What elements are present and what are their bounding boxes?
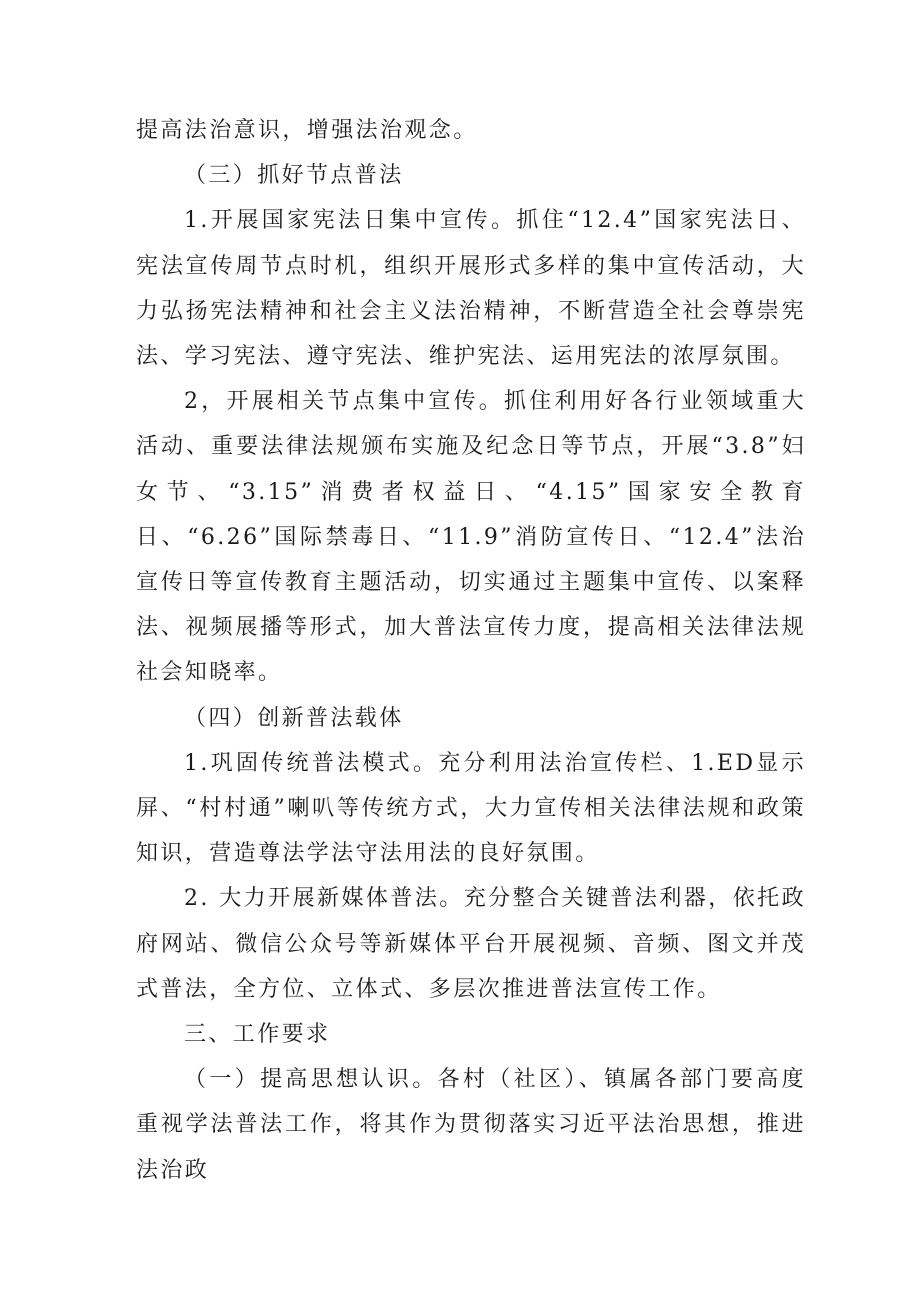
section-heading-work-requirements: 三、工作要求: [184, 1022, 331, 1048]
paragraph-continuation: 提高法治意识，增强法治观念。: [136, 118, 478, 143]
section-heading-4: （四）创新普法载体: [184, 705, 404, 731]
section-heading-3: （三）抓好节点普法: [184, 163, 404, 189]
document-body: [136, 108, 806, 1193]
paragraph-raise-awareness: （一）提高思想认识。各村（社区）、镇属各部门要高度重视学法普法工作，将其作为贯彻落实习近平法治思想，推进法治政: [136, 1067, 806, 1183]
paragraph-new-media: 2. 大力开展新媒体普法。充分整合关键普法利器，依托政府网站、微信公众号等新媒体平台开展视频、音频、图文并茂式普法，全方位、立体式、多层次推进普法宣传工作。: [136, 886, 806, 1002]
paragraph-node-publicity: 2，开展相关节点集中宣传。抓住利用好各行业领域重大活动、重要法律法规颁布实施及纪念日等节点，开展“3.8”妇女节、“3.15”消费者权益日、“4.15”国家安全教育日、“6.26”国际禁毒日、“11.9”消防宣传日、“12.4”法治宣传日等宣传教育主题活动，切实通过主题集中宣传、以案释法、视频展播等形式，加大普法宣传力度，提高相关法律法规社会知晓率。: [136, 389, 806, 686]
paragraph-constitution-day: 1.开展国家宪法日集中宣传。抓住“12.4”国家宪法日、宪法宣传周节点时机，组织开展形式多样的集中宣传活动，大力弘扬宪法精神和社会主义法治精神，不断营造全社会尊崇宪法、学习宪法、遵守宪法、维护宪法、运用宪法的浓厚氛围。: [136, 208, 806, 370]
paragraph-traditional-mode: 1.巩固传统普法模式。充分利用法治宣传栏、1.ED显示屏、“村村通”喇叭等传统方式，大力宣传相关法律法规和政策知识，营造尊法学法守法用法的良好氛围。: [136, 750, 806, 867]
